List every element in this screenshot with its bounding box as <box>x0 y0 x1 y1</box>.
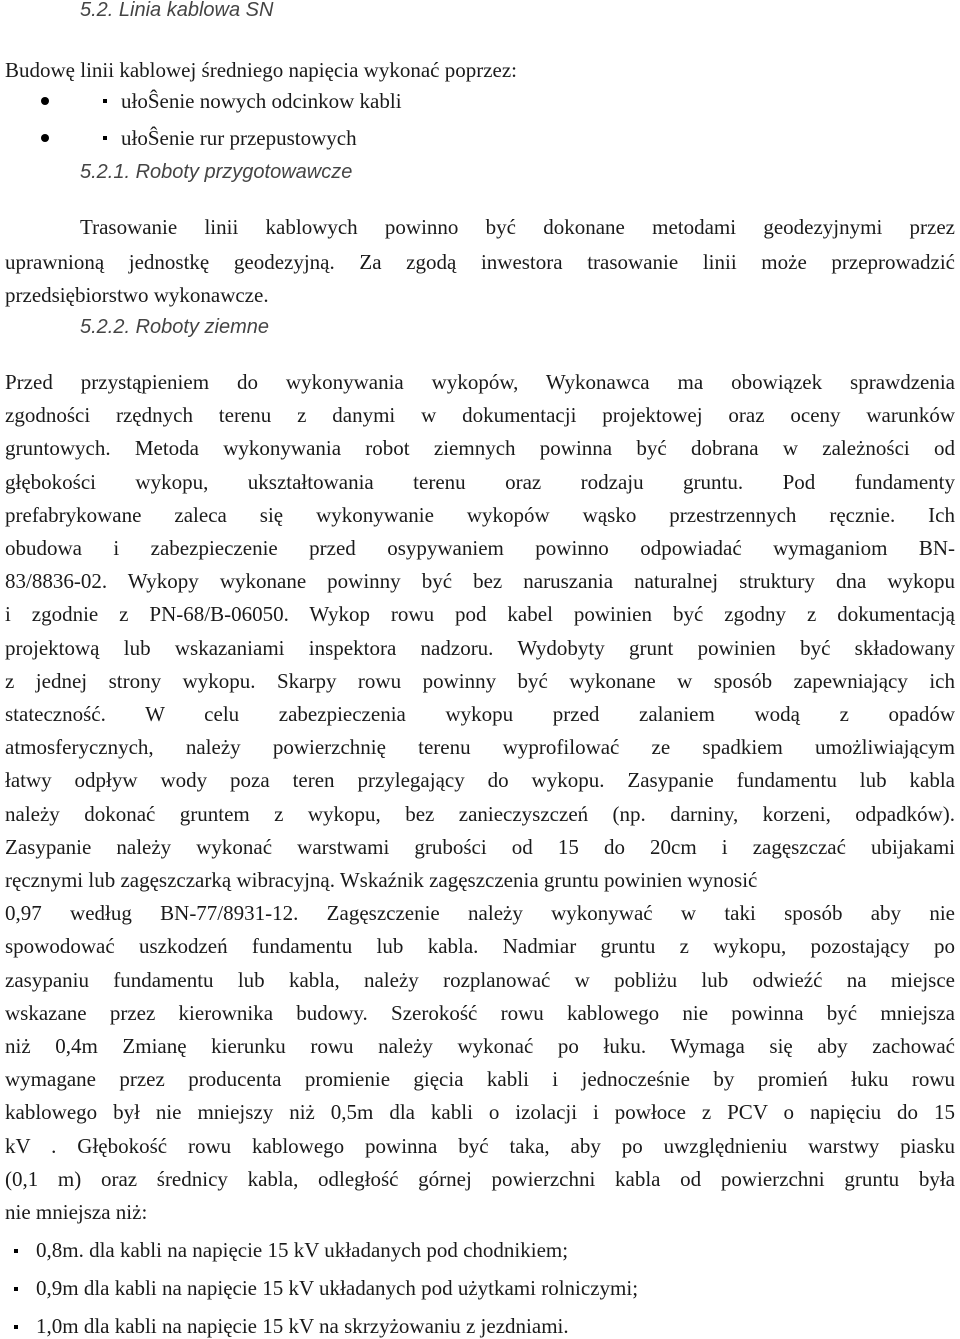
intro-item: ułoŜenie nowych odcinkow kabli <box>121 89 402 113</box>
intro-item: ułoŜenie rur przepustowych <box>121 126 357 150</box>
section-heading-5-2-2: 5.2.2. Roboty ziemne <box>80 316 269 338</box>
paragraph-line: obudowa i zabezpieczenie przed osypywaniem powinno odpowiadać wymaganiom BN- <box>5 536 955 560</box>
paragraph-line: Przed przystąpieniem do wykonywania wykopów, Wykonawca ma obowiązek sprawdzenia <box>5 370 955 394</box>
bullet-icon <box>41 134 49 142</box>
paragraph-line: Trasowanie linii kablowych powinno być dokonane metodami geodezyjnymi przez <box>80 215 955 239</box>
paragraph-line: prefabrykowane zaleca się wykonywanie wykopów wąsko przestrzennych ręcznie. Ich <box>5 502 955 527</box>
paragraph-line: łatwy odpływ wody poza teren przylegający do wykopu. Zasypanie fundamentu lub kabla <box>5 768 955 793</box>
intro-text: Budowę linii kablowej średniego napięcia wykonać poprzez: <box>5 58 517 82</box>
paragraph-line: wskazane przez kierownika budowy. Szerokość rowu kablowego nie powinna być mniejsza <box>5 1000 955 1025</box>
paragraph-line: 83/8836-02. Wykopy wykonane powinny być bez naruszania naturalnej struktury dna wykopu <box>5 569 955 594</box>
paragraph-line: Zasypanie należy wykonać warstwami grubości od 15 do 20cm i zagęszczać ubijakami <box>5 834 955 859</box>
final-item: 0,9m dla kabli na napięcie 15 kV układanych pod użytkami rolniczymi; <box>36 1276 639 1300</box>
sub-bullet-icon <box>103 99 107 103</box>
paragraph-line: spowodować uszkodzeń fundamentu lub kabla. Nadmiar gruntu z wykopu, pozostający po <box>5 934 955 959</box>
section-heading-5-2: 5.2. Linia kablowa SN <box>80 0 274 21</box>
sub-bullet-icon <box>14 1287 18 1291</box>
paragraph-line: stateczność. W celu zabezpieczenia wykopu przed zalaniem wodą z opadów <box>5 702 955 726</box>
paragraph-line: 0,97 według BN-77/8931-12. Zagęszczenie należy wykonywać w taki sposób aby nie <box>5 901 955 926</box>
paragraph-line: wymagane przez producenta promienie gięcia kabli i jednocześnie by promień łuku rowu <box>5 1067 955 1092</box>
paragraph-line: (0,1 m) oraz średnicy kabla, odległość górnej powierzchni kabla od powierzchni gruntu była <box>5 1166 955 1191</box>
paragraph-line: z jednej strony wykopu. Skarpy rowu powinny być wykonane w sposób zapewniający ich <box>5 668 955 693</box>
paragraph-line: należy dokonać gruntem z wykopu, bez zanieczyszczeń (np. darniny, korzeni, odpadków). <box>5 801 955 826</box>
paragraph-line: przedsiębiorstwo wykonawcze. <box>5 283 269 307</box>
bullet-icon <box>41 97 49 105</box>
final-item: 1,0m dla kabli na napięcie 15 kV na skrzyżowaniu z jezdniami. <box>36 1314 569 1338</box>
final-item: 0,8m. dla kabli na napięcie 15 kV układanych pod chodnikiem; <box>36 1238 569 1262</box>
paragraph-line: zgodności rzędnych terenu z danymi w dokumentacji projektowej oraz oceny warunków <box>5 403 955 428</box>
paragraph-line: zasypaniu fundamentu lub kabla, należy rozplanować w pobliżu lub odwieźć na miejsce <box>5 967 955 992</box>
section-heading-5-2-1: 5.2.1. Roboty przygotowawcze <box>80 161 353 183</box>
paragraph-line: uprawnioną jednostkę geodezyjną. Za zgodą inwestora trasowanie linii może przeprowadzić <box>5 250 955 274</box>
sub-bullet-icon <box>103 136 107 140</box>
paragraph-line: ręcznymi lub zagęszczarką wibracyjną. Wskaźnik zagęszczenia gruntu powinien wynosić <box>5 868 758 892</box>
paragraph-line: kablowego był nie mniejszy niż 0,5m dla kabli o izolacji i powłoce z PCV o napięciu do 15 <box>5 1100 955 1125</box>
paragraph-line: gruntowych. Metoda wykonywania robot ziemnych powinna być dobrana w zależności od <box>5 436 955 461</box>
paragraph-line: nie mniejsza niż: <box>5 1200 148 1224</box>
sub-bullet-icon <box>14 1325 18 1329</box>
paragraph-line: atmosferycznych, należy powierzchnię terenu wyprofilować ze spadkiem umożliwiającym <box>5 735 955 760</box>
paragraph-line: i zgodnie z PN-68/B-06050. Wykop rowu pod kabel powinien być zgodny z dokumentacją <box>5 602 955 627</box>
paragraph-line: projektową lub wskazaniami inspektora nadzoru. Wydobyty grunt powinien być składowany <box>5 635 955 660</box>
paragraph-line: głębokości wykopu, ukształtowania terenu oraz rodzaju gruntu. Pod fundamenty <box>5 469 955 494</box>
paragraph-line: niż 0,4m Zmianę kierunku rowu należy wykonać po łuku. Wymaga się aby zachować <box>5 1034 955 1058</box>
sub-bullet-icon <box>14 1249 18 1253</box>
paragraph-line: kV . Głębokość rowu kablowego powinna być taka, aby po uwzględnieniu warstwy piasku <box>5 1133 955 1158</box>
